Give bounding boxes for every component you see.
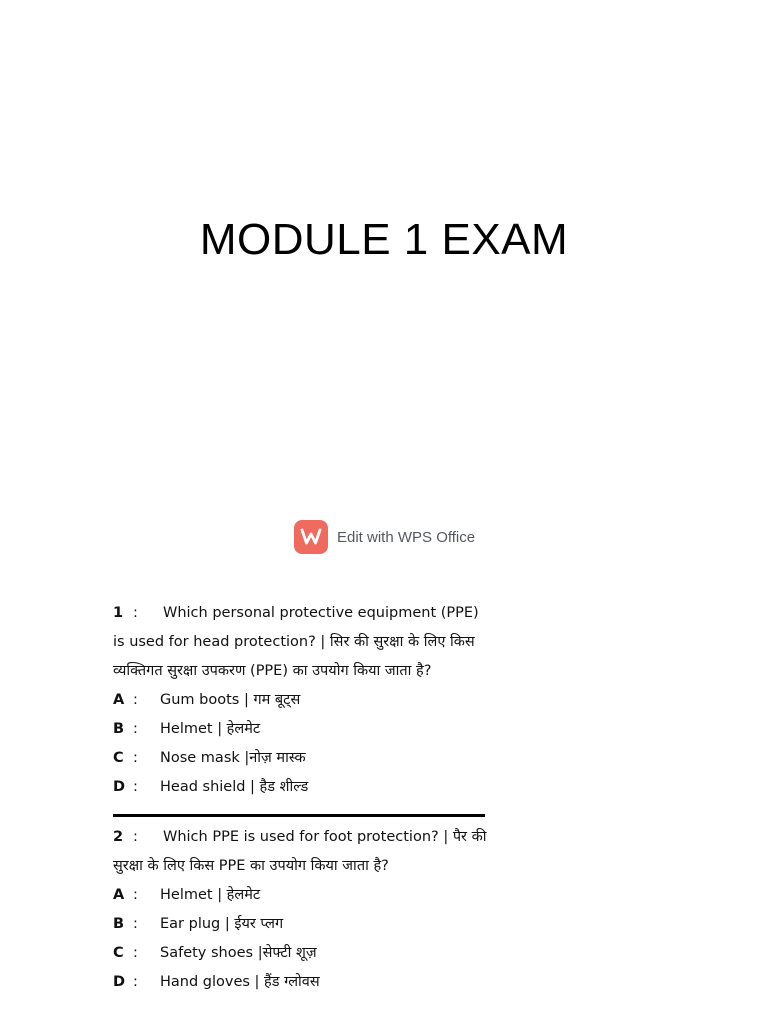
- option-separator: :: [133, 692, 138, 708]
- question-number: 1: [113, 605, 124, 621]
- question-list: [113, 599, 493, 997]
- option-a: [113, 881, 493, 910]
- question-number: 2: [113, 829, 124, 845]
- option-key: A: [113, 887, 125, 903]
- question-text: [113, 599, 493, 686]
- option-text: Helmet | हेलमेट: [160, 887, 261, 903]
- option-text: Hand gloves | हैंड ग्लोवस: [160, 974, 320, 990]
- option-separator: :: [133, 974, 138, 990]
- question-2: [113, 823, 493, 997]
- option-c: [113, 744, 493, 773]
- option-b: [113, 715, 493, 744]
- question-1: [113, 599, 493, 802]
- question-body: Which PPE is used for foot protection? | पैर की सुरक्षा के लिए किस PPE का उपयोग किया जाता है?: [113, 829, 487, 874]
- question-text: [113, 823, 493, 881]
- option-text: Ear plug | ईयर प्लग: [160, 916, 284, 932]
- option-a: [113, 686, 493, 715]
- option-text: Gum boots | गम बूट्स: [160, 692, 301, 708]
- option-text: Head shield | हैड शील्ड: [160, 779, 309, 795]
- option-b: [113, 910, 493, 939]
- question-separator: :: [133, 829, 138, 845]
- option-key: A: [113, 692, 125, 708]
- page-title: MODULE 1 EXAM: [199, 215, 569, 264]
- option-d: [113, 968, 493, 997]
- question-body: Which personal protective equipment (PPE) is used for head protection? | सिर की सुरक्षा के लिए किस व्यक्तिगत सुरक्षा उपकरण (PPE) का उपयोग किया जाता है?: [113, 605, 479, 679]
- option-text: Safety shoes |सेफ्टी शूज़: [160, 945, 317, 961]
- option-separator: :: [133, 779, 138, 795]
- option-separator: :: [133, 945, 138, 961]
- question-separator: :: [133, 605, 138, 621]
- option-key: C: [113, 750, 124, 766]
- wps-label: Edit with WPS Office: [337, 528, 476, 546]
- option-c: [113, 939, 493, 968]
- edit-with-wps-button[interactable]: [294, 520, 475, 554]
- option-text: Helmet | हेलमेट: [160, 721, 261, 737]
- option-key: D: [113, 974, 126, 990]
- option-key: B: [113, 721, 125, 737]
- question-divider: [113, 814, 485, 817]
- option-key: C: [113, 945, 124, 961]
- option-d: [113, 773, 493, 802]
- option-text: Nose mask |नोज़ मास्क: [160, 750, 306, 766]
- option-separator: :: [133, 750, 138, 766]
- option-separator: :: [133, 916, 138, 932]
- option-key: B: [113, 916, 125, 932]
- option-separator: :: [133, 887, 138, 903]
- option-key: D: [113, 779, 126, 795]
- wps-logo-icon: [294, 520, 328, 554]
- option-separator: :: [133, 721, 138, 737]
